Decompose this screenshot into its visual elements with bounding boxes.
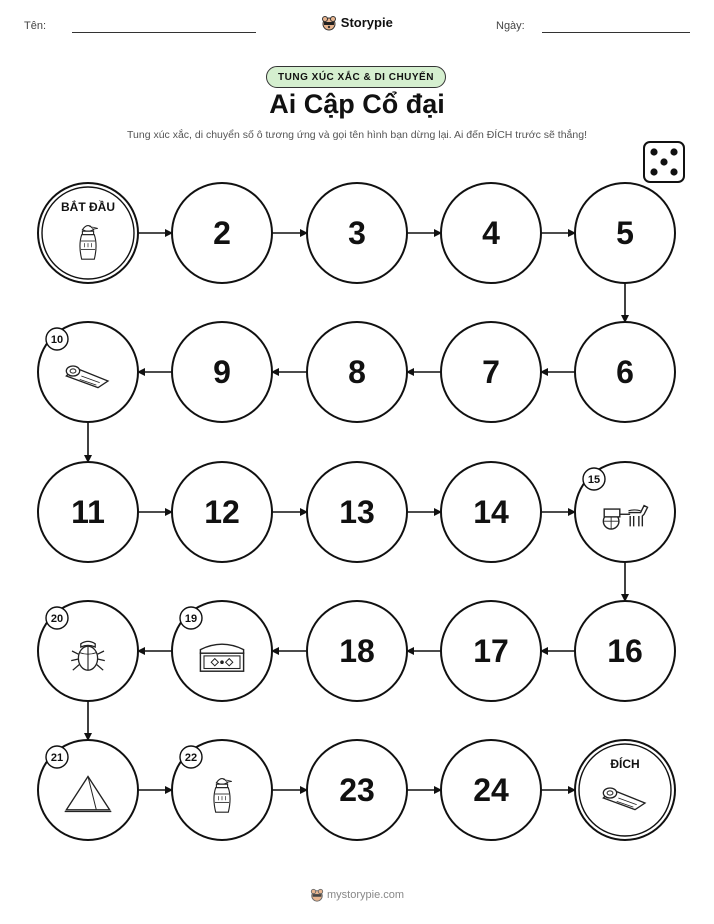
board-space-11[interactable] bbox=[38, 462, 138, 562]
brand-name: Storypie bbox=[340, 15, 393, 31]
space-number-badge bbox=[180, 607, 202, 629]
space-number: 24 bbox=[473, 772, 509, 808]
board-space-24[interactable] bbox=[441, 740, 541, 840]
board-space-4[interactable] bbox=[441, 183, 541, 283]
dice-pip bbox=[670, 168, 677, 175]
dice-pip bbox=[650, 168, 657, 175]
board-space-12[interactable] bbox=[172, 462, 272, 562]
space-number: 11 bbox=[71, 494, 105, 530]
space-number: 17 bbox=[473, 633, 509, 669]
board-space-21[interactable] bbox=[38, 740, 138, 840]
space-number: 23 bbox=[339, 772, 375, 808]
board-space-23[interactable] bbox=[307, 740, 407, 840]
space-number: 22 bbox=[184, 752, 198, 764]
space-number: 5 bbox=[616, 215, 634, 251]
space-number: 4 bbox=[482, 215, 500, 251]
footer-mascot-icon bbox=[310, 889, 327, 901]
space-number: 3 bbox=[348, 215, 366, 251]
name-label: Tên: bbox=[24, 20, 47, 32]
date-label: Ngày: bbox=[496, 20, 525, 32]
space-number-badge bbox=[46, 746, 68, 768]
board-space-10[interactable] bbox=[38, 322, 138, 422]
finish-label: ĐÍCH bbox=[610, 757, 640, 771]
start-label: BẮT ĐẦU bbox=[61, 200, 115, 214]
space-number-badge bbox=[583, 468, 605, 490]
space-number-badge bbox=[180, 746, 202, 768]
space-number-badge bbox=[46, 328, 68, 350]
dice-pip bbox=[650, 148, 657, 155]
space-number: 14 bbox=[473, 494, 509, 530]
space-number: 2 bbox=[213, 215, 231, 251]
board-space-9[interactable] bbox=[172, 322, 272, 422]
page-title: Ai Cập Cổ đại bbox=[269, 89, 445, 119]
space-number: 8 bbox=[348, 354, 366, 390]
board-space-17[interactable] bbox=[441, 601, 541, 701]
board-space-15[interactable] bbox=[575, 462, 675, 562]
space-number: 19 bbox=[184, 613, 198, 625]
space-number: 6 bbox=[616, 354, 634, 390]
treasure-chest-icon bbox=[200, 644, 243, 671]
dice-pip bbox=[670, 148, 677, 155]
space-number: 21 bbox=[50, 752, 64, 764]
board-space-8[interactable] bbox=[307, 322, 407, 422]
board-space-2[interactable] bbox=[172, 183, 272, 283]
board-space-16[interactable] bbox=[575, 601, 675, 701]
board-space-14[interactable] bbox=[441, 462, 541, 562]
space-number: 7 bbox=[482, 354, 500, 390]
board-space-13[interactable] bbox=[307, 462, 407, 562]
finish-space[interactable] bbox=[575, 740, 675, 840]
activity-tag: TUNG XÚC XẮC & DI CHUYỂN bbox=[266, 66, 446, 88]
board-cells bbox=[38, 183, 675, 840]
board-space-7[interactable] bbox=[441, 322, 541, 422]
space-number: 18 bbox=[339, 633, 375, 669]
space-number: 20 bbox=[50, 613, 64, 625]
board-space-5[interactable] bbox=[575, 183, 675, 283]
space-number: 12 bbox=[204, 494, 240, 530]
space-number: 15 bbox=[587, 474, 601, 486]
space-number: 16 bbox=[607, 633, 643, 669]
board-space-20[interactable] bbox=[38, 601, 138, 701]
board-space-3[interactable] bbox=[307, 183, 407, 283]
footer bbox=[0, 888, 714, 902]
footer-url[interactable]: mystorypie.com bbox=[327, 888, 405, 901]
space-number-badge bbox=[46, 607, 68, 629]
space-number: 10 bbox=[50, 334, 64, 346]
instructions: Tung xúc xắc, di chuyển số ô tương ứng và gọi tên hình bạn dừng lại. Ai đến ĐÍCH trước sẽ thắng! bbox=[126, 129, 587, 141]
board-space-22[interactable] bbox=[172, 740, 272, 840]
dice-pip bbox=[660, 158, 667, 165]
dice-icon bbox=[644, 142, 684, 182]
board-space-19[interactable] bbox=[172, 601, 272, 701]
space-number: 9 bbox=[213, 354, 231, 390]
board-space-18[interactable] bbox=[307, 601, 407, 701]
board-space-6[interactable] bbox=[575, 322, 675, 422]
start-space[interactable] bbox=[38, 183, 138, 283]
space-number: 13 bbox=[339, 494, 375, 530]
